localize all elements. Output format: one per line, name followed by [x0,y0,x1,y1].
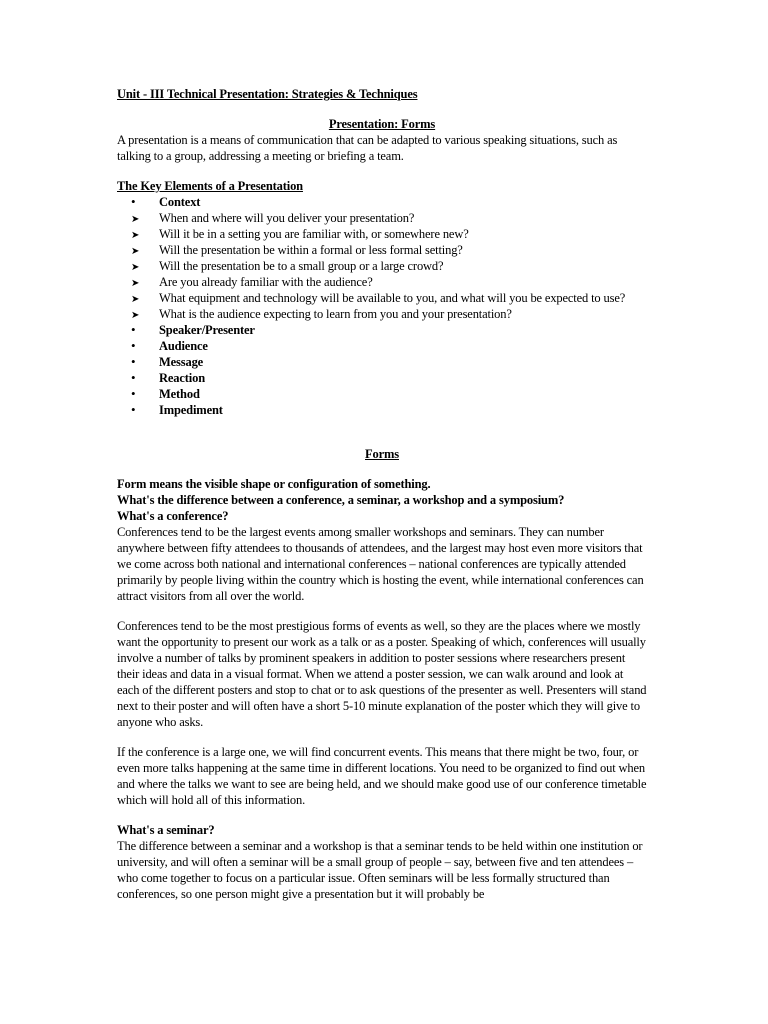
key-elements-list [117,194,647,418]
list-item-question [117,226,647,242]
list-item-question [117,306,647,322]
bullet-icon [131,194,149,210]
seminar-heading: What's a seminar? [117,823,215,837]
list-item-key-element [117,370,647,386]
list-item-text: Impediment [159,403,223,417]
conference-paragraph-2: Conferences tend to be the most prestigious forms of events as well, so they are the places where we mostly want the opportunity to present our work as a talk or as a poster. Speaking of which, conferences will usually involve a number of talks by prominent speakers in addition to poster sessions where researchers present their ideas and data in a visual format. When we attend a poster session, we can walk around and look at each of the different posters and stop to chat or to ask questions of the presenter as well. Presenters will stand next to their poster and will often have a short 5-10 minute explanation of the poster which they will give to anyone who asks. [117,619,647,729]
list-item-text: Context [159,195,201,209]
list-item-text: When and where will you deliver your presentation? [159,211,415,225]
forms-heading: Forms [365,447,399,461]
list-item-text: Audience [159,339,208,353]
list-item-key-element [117,354,647,370]
list-item-text: Method [159,387,200,401]
list-item-text: Are you already familiar with the audience? [159,275,373,289]
list-item-text: Will it be in a setting you are familiar with, or somewhere new? [159,227,469,241]
conference-heading: What's a conference? [117,509,229,523]
form-definition: Form means the visible shape or configuration of something. [117,477,431,491]
document-body [117,86,647,902]
list-item-key-element [117,338,647,354]
list-item-text: Will the presentation be within a formal or less formal setting? [159,243,463,257]
list-item-text: Will the presentation be to a small group or a large crowd? [159,259,444,273]
list-item-question [117,242,647,258]
seminar-paragraph: The difference between a seminar and a workshop is that a seminar tends to be held within one institution or university, and will often a seminar will be a small group of people – say, between five and ten attendees – who come together to focus on a particular issue. Often seminars will be less formally structured than conferences, so one person might give a presentation but it will probably be [117,839,643,901]
bullet-icon [131,322,149,338]
list-item-key-element [117,386,647,402]
unit-title: Unit - III Technical Presentation: Strategies & Techniques [117,87,418,101]
bullet-icon [131,402,149,418]
bullet-icon [131,354,149,370]
list-item-text: What is the audience expecting to learn from you and your presentation? [159,307,512,321]
list-item-text: Reaction [159,371,206,385]
list-item-key-element [117,402,647,418]
list-item-question [117,210,647,226]
bullet-icon [131,386,149,402]
section-heading: Presentation: Forms [328,117,436,131]
bullet-icon [131,338,149,354]
intro-paragraph: A presentation is a means of communication that can be adapted to various speaking situations, such as talking to a group, addressing a meeting or briefing a team. [117,133,618,163]
list-item-text: Speaker/Presenter [159,323,255,337]
conference-paragraph-3: If the conference is a large one, we will find concurrent events. This means that there might be two, four, or even more talks happening at the same time in different locations. You need to be organized to find out when and where the talks we want to see are being held, and we should make good use of our conference timetable which will hold all of this information. [117,745,647,807]
list-item-text: Message [159,355,204,369]
list-item-key-element [117,322,647,338]
conference-paragraph-1: Conferences tend to be the largest events among smaller workshops and seminars. They can number anywhere between fifty attendees to thousands of attendees, and the largest may host even more visitors that we come across both national and international conferences – national conferences are typically attended primarily by people living within the country which is hosting the event, while international conferences can attract visitors from all over the world. [117,525,644,603]
list-item-question [117,258,647,274]
bullet-icon [131,370,149,386]
list-item-key-element [117,194,647,210]
list-item-question [117,274,647,290]
key-elements-heading: The Key Elements of a Presentation [117,179,303,193]
list-item-text: What equipment and technology will be available to you, and what will you be expected to use? [159,291,626,305]
difference-question: What's the difference between a conference, a seminar, a workshop and a symposium? [117,493,565,507]
list-item-question [117,290,647,306]
